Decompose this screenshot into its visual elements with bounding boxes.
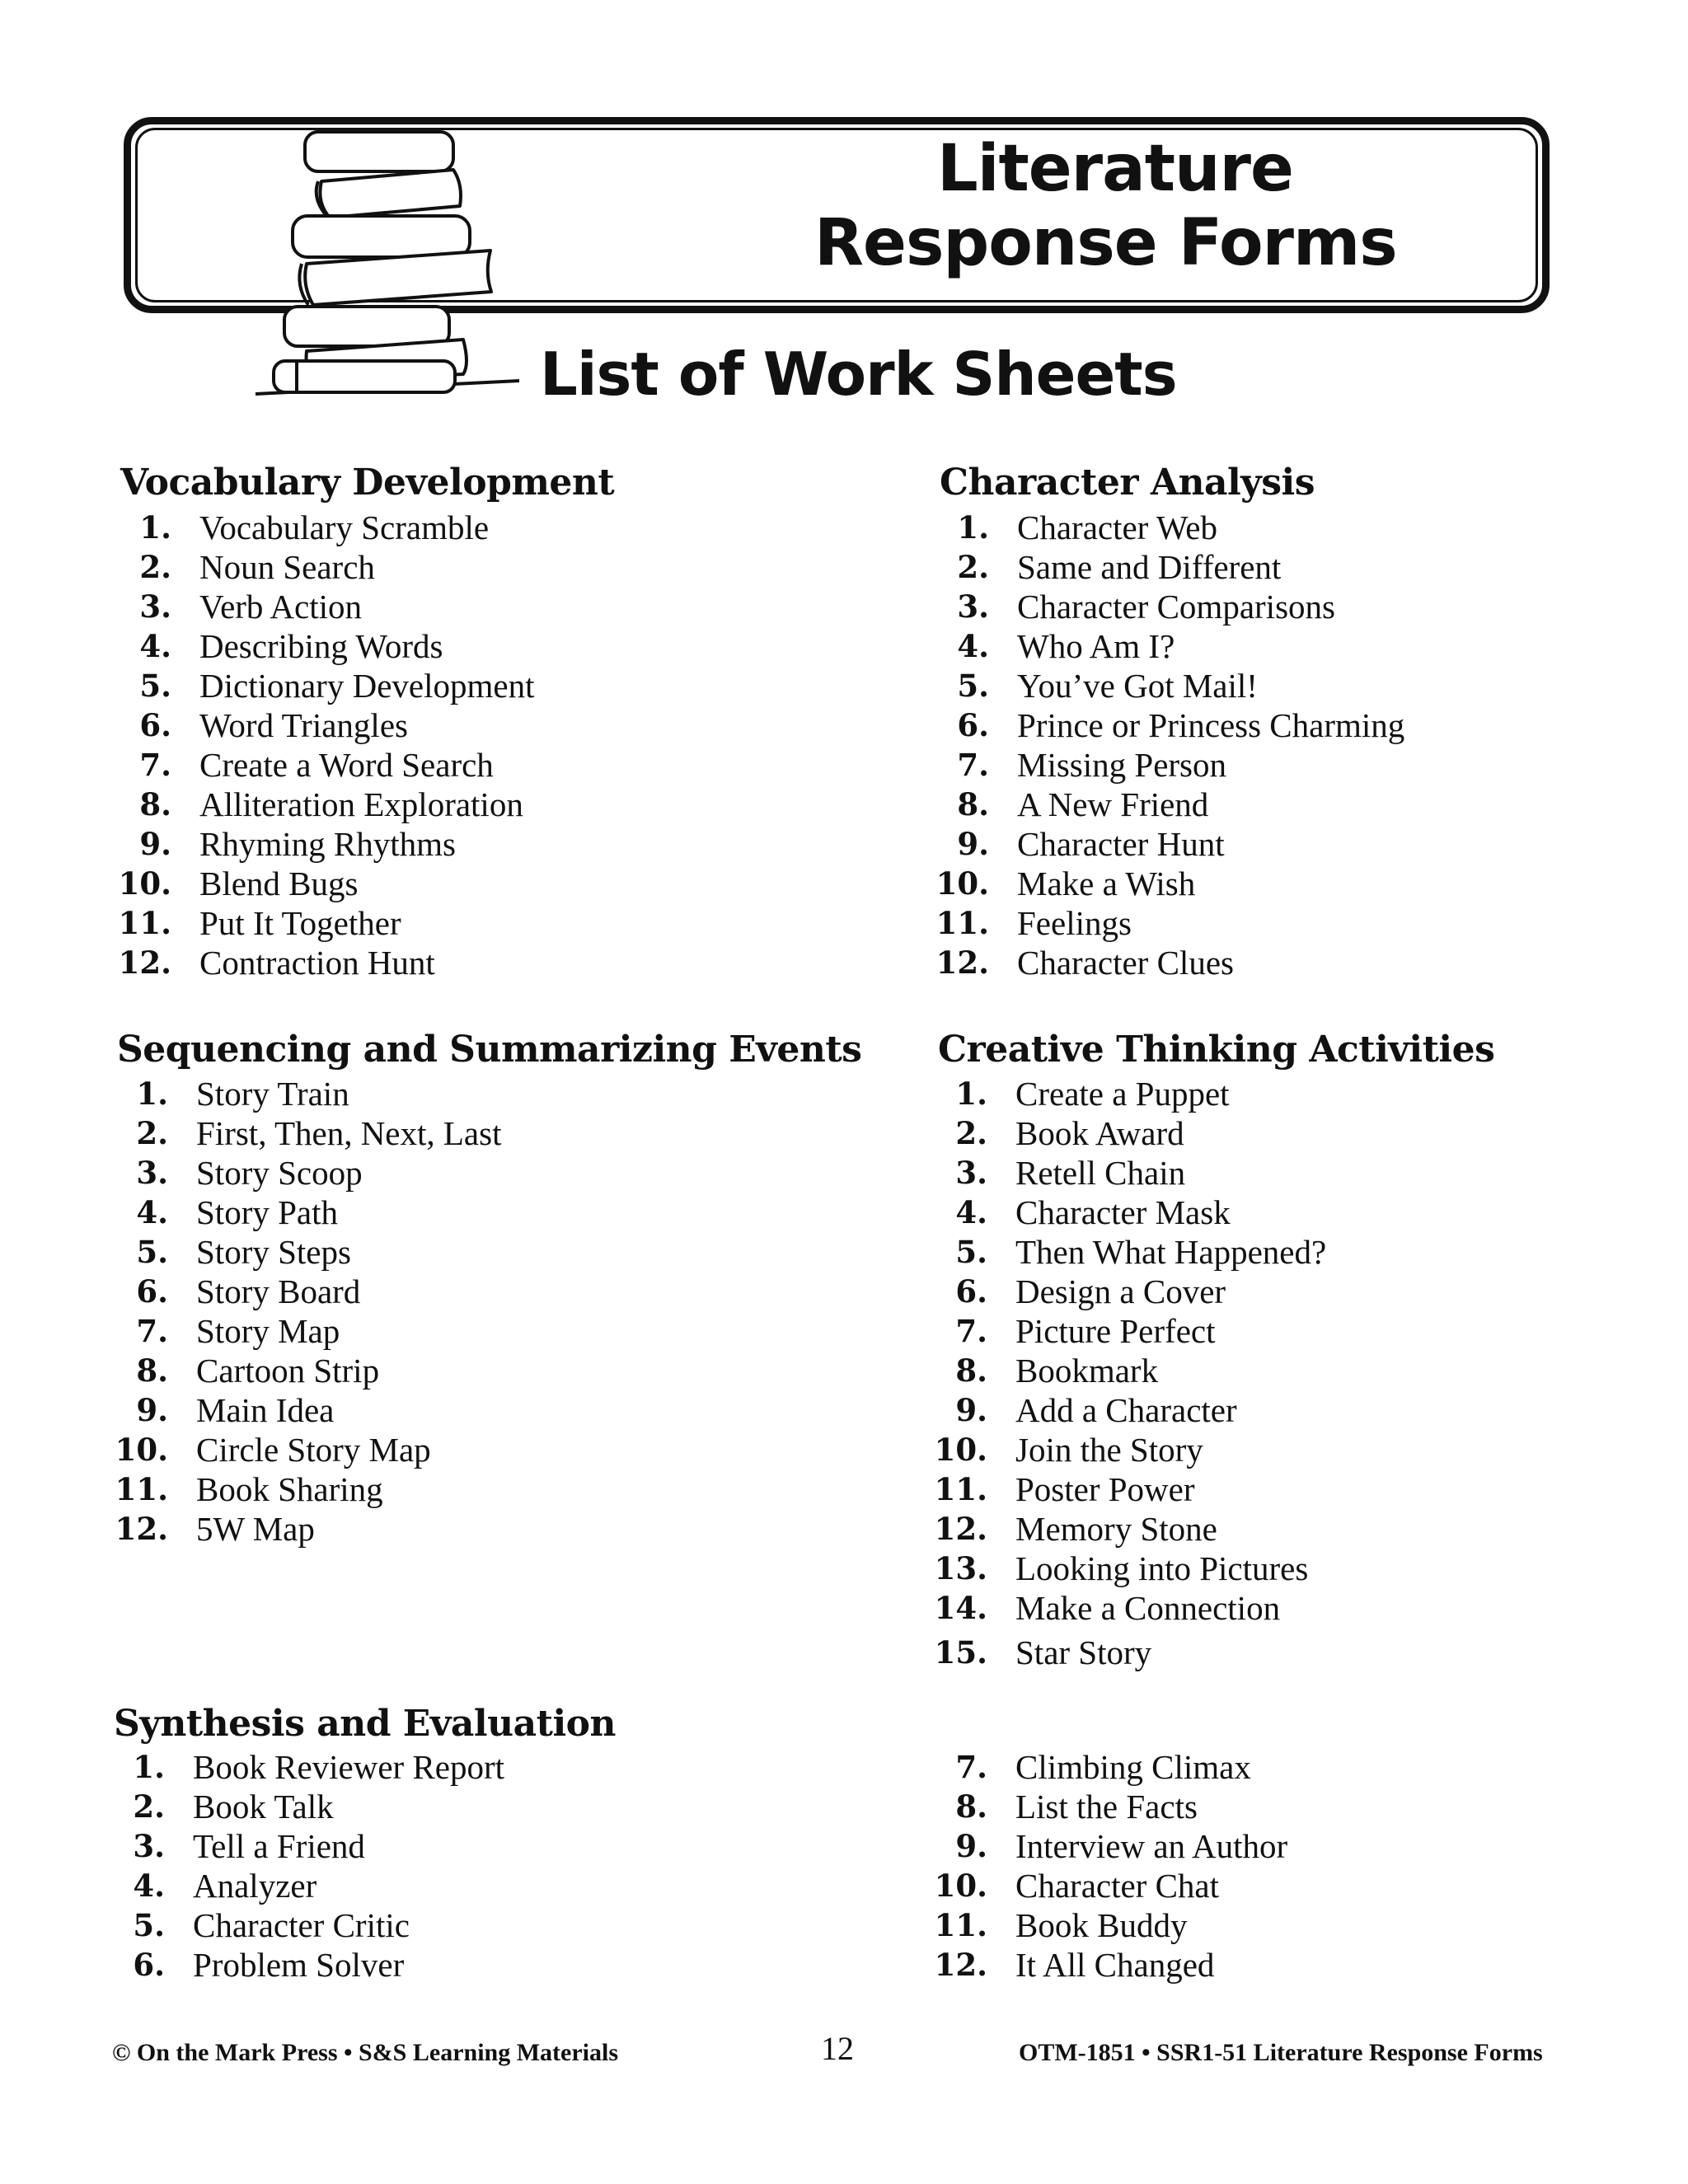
section-title-creative-thinking: Creative Thinking Activities	[938, 1029, 1495, 1071]
item-label: Story Scoop	[196, 1154, 363, 1192]
item-label: Retell Chain	[1015, 1154, 1186, 1192]
item-label: Word Triangles	[199, 706, 408, 744]
item-label: Book Award	[1015, 1114, 1184, 1152]
item-label: Story Steps	[196, 1233, 351, 1271]
item-label: A New Friend	[1017, 785, 1209, 823]
item-label: Character Hunt	[1017, 825, 1225, 863]
item-number: 1.	[955, 1076, 987, 1112]
item-label: Contraction Hunt	[199, 944, 435, 982]
item-label: Interview an Author	[1015, 1827, 1288, 1865]
item-label: Put It Together	[199, 904, 401, 942]
item-label: Bookmark	[1015, 1352, 1159, 1390]
item-label: Cartoon Strip	[196, 1352, 380, 1390]
item-number: 1.	[957, 509, 989, 546]
item-number: 9.	[955, 1392, 987, 1428]
item-number: 8.	[957, 786, 989, 823]
item-number: 2.	[133, 1788, 165, 1825]
item-label: Main Idea	[196, 1391, 335, 1429]
item-number: 4.	[139, 628, 171, 664]
item-label: Add a Character	[1015, 1391, 1237, 1429]
banner-title-line2: Response Forms	[814, 206, 1397, 280]
item-label: Create a Puppet	[1015, 1075, 1230, 1113]
item-label: Rhyming Rhythms	[199, 825, 456, 863]
item-number: 1.	[133, 1749, 165, 1785]
item-number: 12.	[115, 1511, 168, 1547]
item-number: 6.	[136, 1273, 168, 1310]
item-number: 6.	[955, 1273, 987, 1310]
item-number: 8.	[136, 1352, 168, 1389]
item-number: 8.	[955, 1788, 987, 1825]
item-label: Verb Action	[199, 588, 362, 626]
item-number: 1.	[136, 1076, 168, 1112]
banner-title-line1: Literature	[937, 132, 1293, 206]
item-label: Climbing Climax	[1015, 1748, 1251, 1786]
item-label: Star Story	[1015, 1633, 1152, 1671]
item-number: 9.	[957, 826, 989, 862]
item-number: 8.	[955, 1352, 987, 1389]
item-label: Picture Perfect	[1015, 1312, 1216, 1350]
item-label: List the Facts	[1015, 1788, 1198, 1825]
item-label: Story Path	[196, 1193, 338, 1231]
item-label: Circle Story Map	[196, 1431, 431, 1469]
item-label: Create a Word Search	[199, 746, 494, 784]
item-label: It All Changed	[1015, 1946, 1215, 1984]
item-number: 12.	[935, 944, 989, 981]
item-number: 10.	[935, 865, 989, 902]
item-label: Prince or Princess Charming	[1017, 706, 1405, 744]
item-label: Book Buddy	[1015, 1906, 1188, 1944]
item-number: 9.	[955, 1828, 987, 1864]
item-number: 5.	[136, 1234, 168, 1270]
section-title-synthesis: Synthesis and Evaluation	[114, 1703, 617, 1745]
section-title-vocabulary: Vocabulary Development	[120, 462, 615, 504]
item-number: 4.	[136, 1194, 168, 1230]
item-label: Noun Search	[199, 548, 375, 586]
item-number: 2.	[139, 549, 171, 585]
item-number: 12.	[934, 1947, 987, 1983]
section-title-character-analysis: Character Analysis	[940, 462, 1315, 504]
item-number: 10.	[934, 1868, 987, 1904]
item-number: 9.	[136, 1392, 168, 1428]
item-number: 5.	[139, 668, 171, 704]
item-label: First, Then, Next, Last	[196, 1114, 502, 1152]
item-number: 3.	[955, 1155, 987, 1191]
item-number: 7.	[957, 747, 989, 783]
item-label: Alliteration Exploration	[199, 785, 523, 823]
item-number: 10.	[934, 1432, 987, 1468]
item-label: Same and Different	[1017, 548, 1282, 586]
item-number: 14.	[934, 1590, 987, 1626]
item-label: Character Clues	[1017, 944, 1234, 982]
item-label: You’ve Got Mail!	[1017, 667, 1258, 705]
item-number: 2.	[136, 1115, 168, 1151]
item-label: Story Board	[196, 1272, 361, 1310]
item-number: 2.	[955, 1115, 987, 1151]
item-label: Poster Power	[1015, 1470, 1195, 1508]
item-label: Memory Stone	[1015, 1510, 1217, 1548]
item-number: 6.	[139, 707, 171, 743]
item-number: 13.	[934, 1550, 987, 1586]
item-label: Book Reviewer Report	[193, 1748, 505, 1786]
footer-product-code: OTM-1851 • SSR1-51 Literature Response Forms	[1019, 2039, 1543, 2066]
item-number: 12.	[118, 944, 171, 981]
item-number: 4.	[955, 1194, 987, 1230]
item-number: 10.	[118, 865, 171, 902]
item-label: Book Sharing	[196, 1470, 383, 1508]
item-label: Character Web	[1017, 509, 1217, 546]
item-label: Then What Happened?	[1015, 1233, 1327, 1271]
item-number: 11.	[934, 1471, 987, 1507]
item-number: 3.	[139, 588, 171, 625]
item-label: Story Train	[196, 1075, 349, 1113]
item-number: 7.	[136, 1313, 168, 1349]
item-number: 2.	[957, 549, 989, 585]
item-number: 7.	[955, 1749, 987, 1785]
item-number: 7.	[955, 1313, 987, 1349]
item-label: Book Talk	[193, 1788, 334, 1825]
item-label: Character Critic	[193, 1906, 410, 1944]
item-number: 4.	[957, 628, 989, 664]
item-number: 11.	[935, 905, 989, 941]
item-label: Dictionary Development	[199, 667, 535, 705]
item-label: Analyzer	[193, 1867, 317, 1905]
item-label: Character Comparisons	[1017, 588, 1335, 626]
item-label: Make a Wish	[1017, 865, 1196, 902]
item-number: 11.	[115, 1471, 168, 1507]
item-number: 12.	[934, 1511, 987, 1547]
item-label: Tell a Friend	[193, 1827, 365, 1865]
item-label: Character Mask	[1015, 1193, 1231, 1231]
item-number: 1.	[139, 509, 171, 546]
item-label: Vocabulary Scramble	[199, 509, 490, 546]
item-label: Join the Story	[1015, 1431, 1203, 1469]
item-number: 9.	[139, 826, 171, 862]
item-label: Feelings	[1017, 904, 1132, 942]
item-label: Who Am I?	[1017, 627, 1175, 665]
item-number: 6.	[133, 1947, 165, 1983]
item-number: 8.	[139, 786, 171, 823]
item-label: Character Chat	[1015, 1867, 1220, 1905]
item-label: Blend Bugs	[199, 865, 359, 902]
item-number: 5.	[957, 668, 989, 704]
item-number: 5.	[133, 1907, 165, 1943]
item-number: 10.	[115, 1432, 168, 1468]
item-label: Missing Person	[1017, 746, 1227, 784]
item-number: 11.	[934, 1907, 987, 1943]
item-number: 3.	[957, 588, 989, 625]
footer-copyright: © On the Mark Press • S&S Learning Materials	[112, 2039, 618, 2066]
item-number: 7.	[139, 747, 171, 783]
item-label: Looking into Pictures	[1015, 1549, 1309, 1587]
item-number: 3.	[133, 1828, 165, 1864]
item-label: Story Map	[196, 1312, 340, 1350]
item-number: 3.	[136, 1155, 168, 1191]
page-number: 12	[821, 2030, 854, 2067]
stack-of-books-icon	[247, 124, 528, 404]
item-label: Make a Connection	[1015, 1589, 1281, 1627]
item-number: 15.	[934, 1634, 987, 1671]
item-label: Problem Solver	[193, 1946, 405, 1984]
item-number: 4.	[133, 1868, 165, 1904]
item-label: 5W Map	[196, 1510, 315, 1548]
item-number: 5.	[955, 1234, 987, 1270]
item-number: 6.	[957, 707, 989, 743]
page-subtitle: List of Work Sheets	[540, 340, 1177, 409]
item-number: 11.	[118, 905, 171, 941]
section-title-sequencing: Sequencing and Summarizing Events	[117, 1029, 862, 1071]
item-label: Design a Cover	[1015, 1272, 1226, 1310]
item-label: Describing Words	[199, 627, 443, 665]
